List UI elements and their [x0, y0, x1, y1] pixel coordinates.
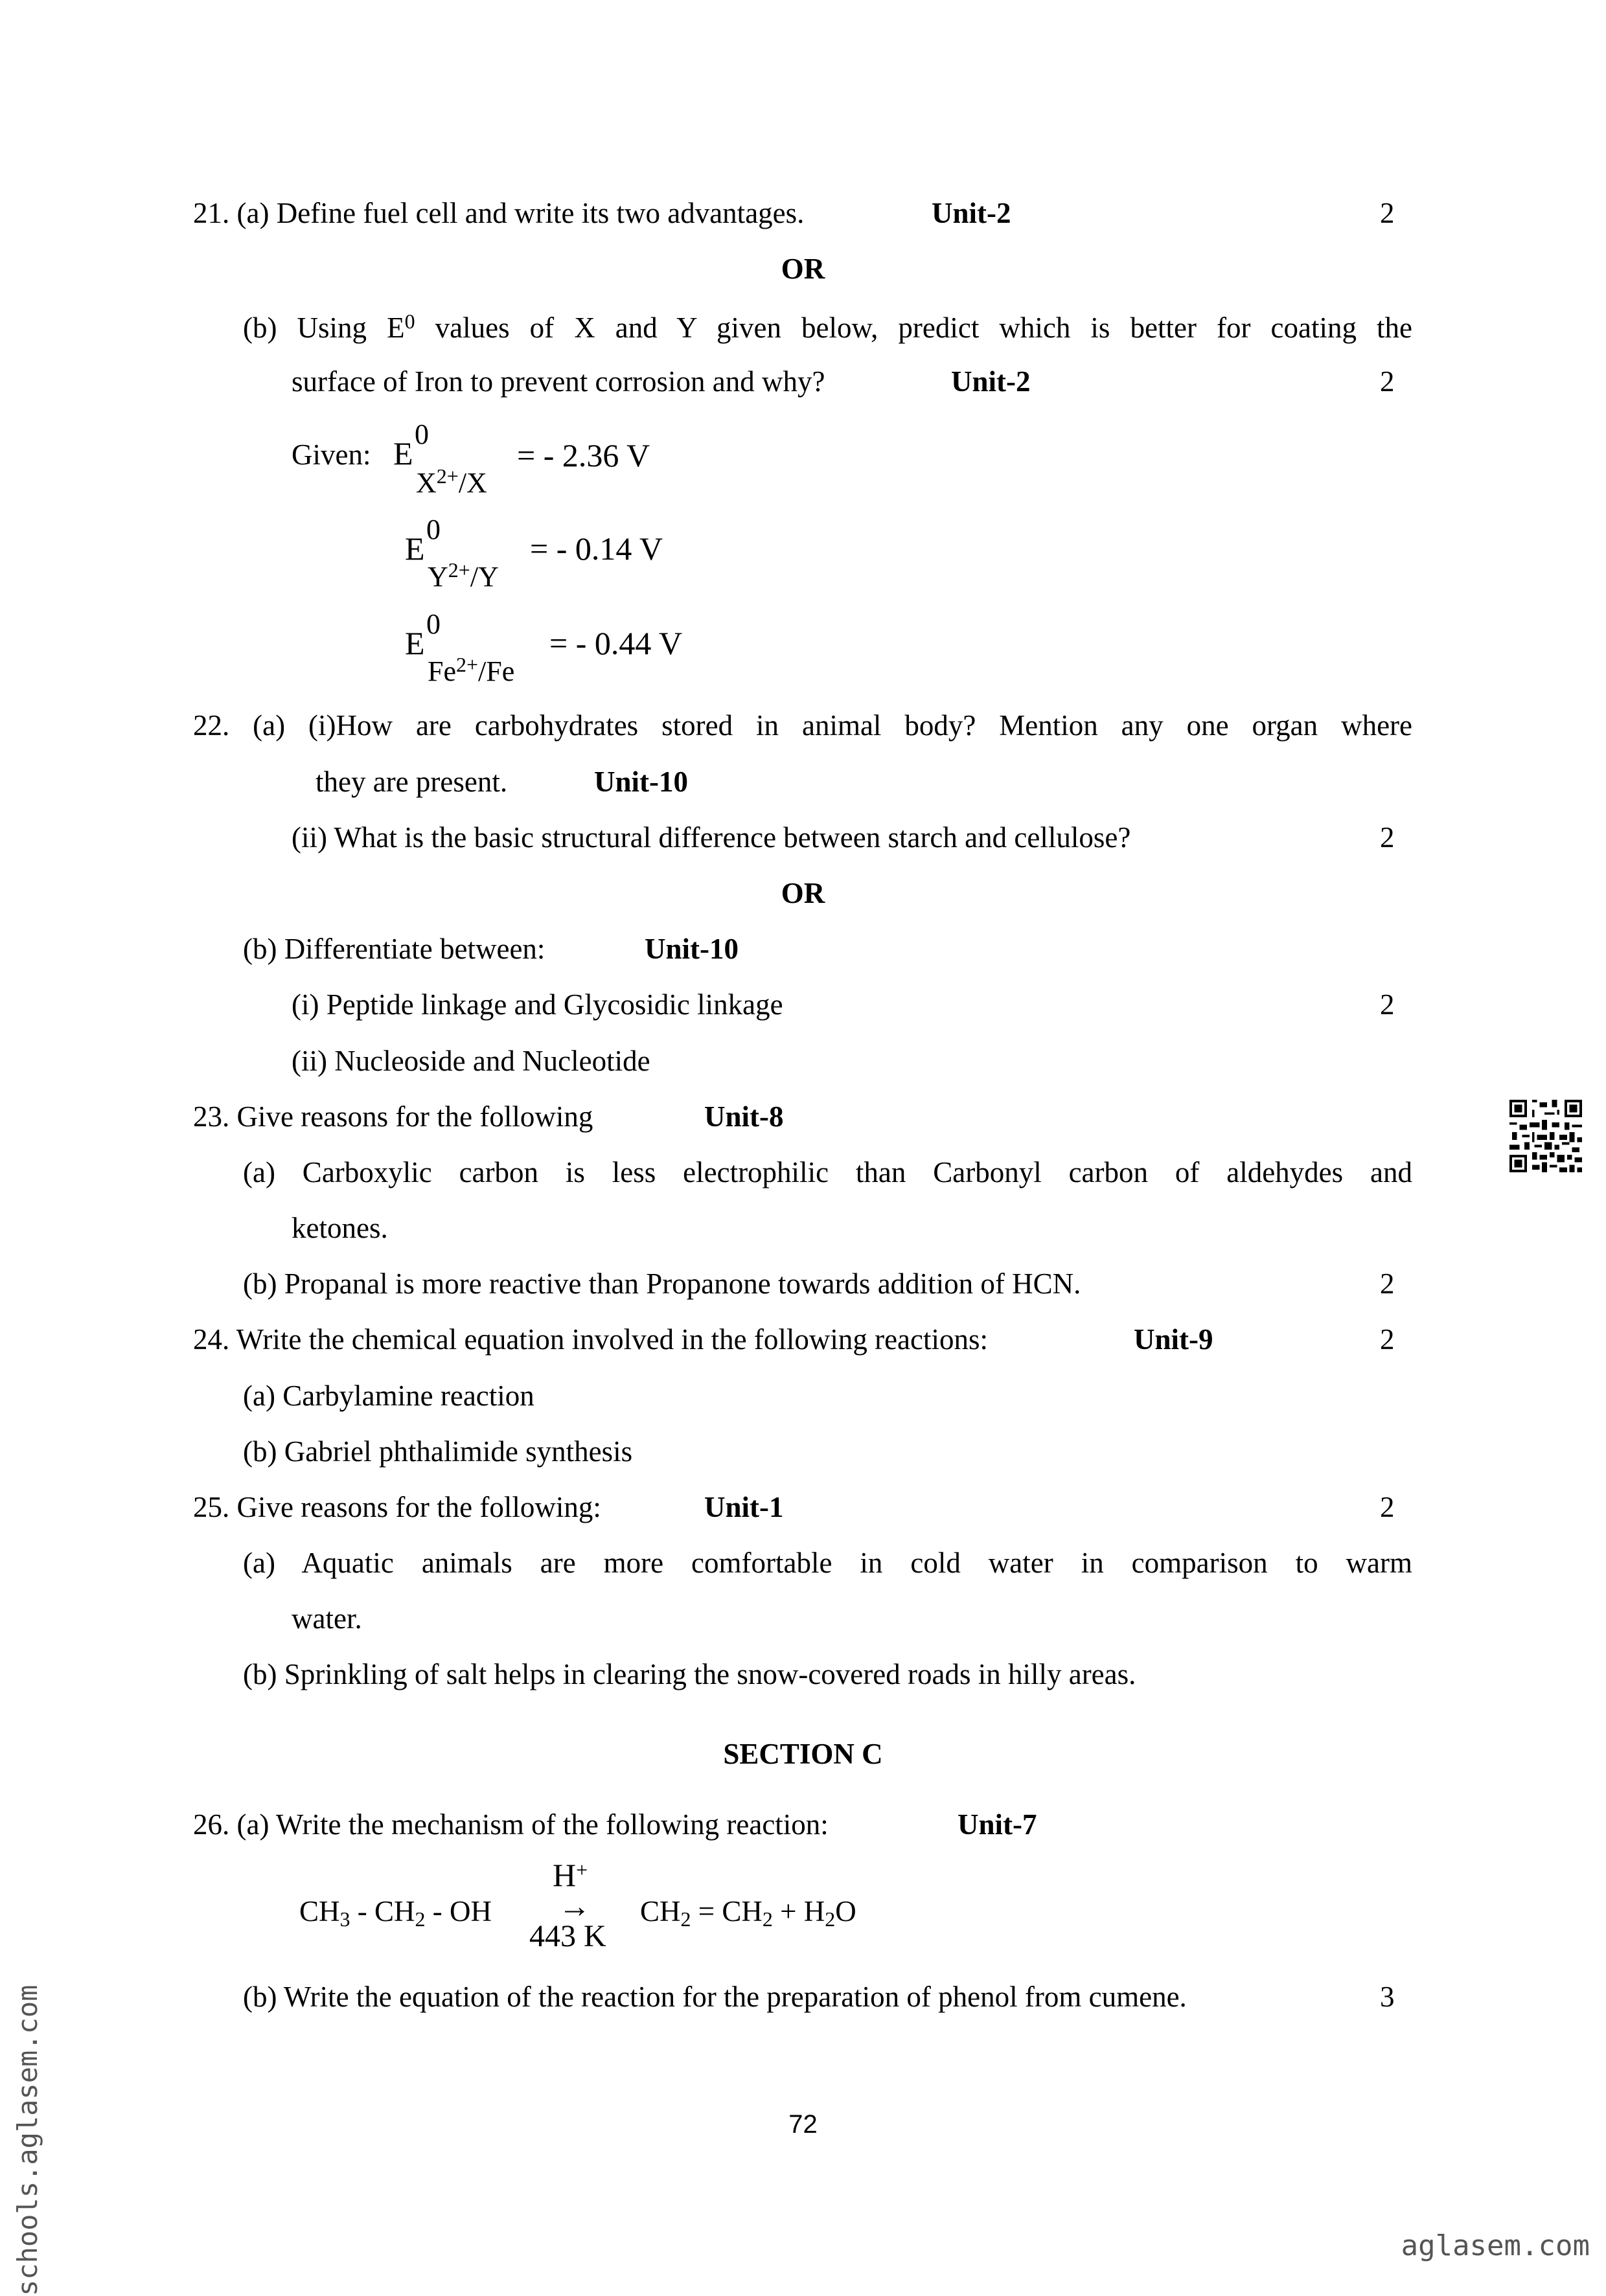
q25-b: (b) Sprinkling of salt helps in clearing the snow-covered roads in hilly areas. [243, 1658, 1136, 1690]
q23-stem: 23. Give reasons for the following [193, 1100, 593, 1133]
q22-a-ii: (ii) What is the basic structural difference between starch and cellulose? [292, 821, 1131, 854]
q21-or: OR [781, 253, 825, 285]
q22-a-unit: Unit-10 [594, 766, 688, 798]
q22-b-marks: 2 [1380, 988, 1395, 1021]
q21-b-line2: surface of Iron to prevent corrosion and why? [292, 365, 825, 398]
q25-unit: Unit-1 [704, 1491, 784, 1523]
q23-marks: 2 [1380, 1267, 1395, 1300]
q24-marks: 2 [1380, 1323, 1395, 1356]
q21-a-marks: 2 [1380, 197, 1395, 229]
q23-a-line1: (a) Carboxylic carbon is less electrophilic than Carbonyl carbon of aldehydes and [243, 1156, 1412, 1188]
q25-a-line2: water. [292, 1602, 362, 1635]
q21-a-unit: Unit-2 [932, 197, 1011, 229]
q24-stem: 24. Write the chemical equation involved in the following reactions: [193, 1323, 989, 1356]
q26-unit: Unit-7 [958, 1808, 1037, 1841]
q21-a-text: 21. (a) Define fuel cell and write its two advantages. [193, 197, 805, 229]
q22-a-marks: 2 [1380, 821, 1395, 854]
q23-b: (b) Propanal is more reactive than Propanone towards addition of HCN. [243, 1267, 1081, 1300]
catalyst-h-plus: H+ [553, 1857, 588, 1893]
q21-b-line1: (b) Using $E^0$ values of X and Y given below, predict which is better for coating the [243, 310, 1412, 344]
reaction-temperature: 443 K [529, 1919, 606, 1953]
q26-marks: 3 [1380, 1981, 1395, 2013]
q22-or: OR [781, 877, 825, 909]
q22-b-i: (i) Peptide linkage and Glycosidic linkage [292, 988, 783, 1021]
q23-a-line2: ketones. [292, 1212, 388, 1244]
page-number: 72 [788, 2110, 818, 2139]
q24-unit: Unit-9 [1134, 1323, 1213, 1356]
qr-code-icon [1509, 1100, 1582, 1172]
q22-b-text: (b) Differentiate between: [243, 933, 545, 965]
q25-a-line1: (a) Aquatic animals are more comfortable in cold water in comparison to warm [243, 1547, 1412, 1579]
reaction-arrow: → [558, 1888, 591, 1924]
q21-b-marks: 2 [1380, 365, 1395, 398]
q23-unit: Unit-8 [704, 1100, 784, 1133]
q22-a-line1: 22. (a) (i)How are carbohydrates stored in animal body? Mention any one organ where [193, 709, 1412, 742]
side-watermark: schools.aglasem.com [12, 1984, 43, 2296]
q22-a-line2: they are present. [315, 766, 508, 798]
q26-a-text: 26. (a) Write the mechanism of the following reaction: [193, 1808, 829, 1841]
q24-a: (a) Carbylamine reaction [243, 1380, 534, 1412]
q21-b-unit: Unit-2 [951, 365, 1031, 398]
q25-marks: 2 [1380, 1491, 1395, 1523]
q26-b-text: (b) Write the equation of the reaction for the preparation of phenol from cumene. [243, 1981, 1187, 2013]
q22-b-ii: (ii) Nucleoside and Nucleotide [292, 1045, 650, 1077]
reactant-ethanol: $CH_3 - CH_2$ - OH [299, 1895, 492, 1931]
q24-b: (b) Gabriel phthalimide synthesis [243, 1435, 633, 1468]
q25-stem: 25. Give reasons for the following: [193, 1491, 601, 1523]
given-label: Given: [292, 438, 371, 471]
products: $CH_2 = CH_2 + H_2O$ [640, 1895, 856, 1931]
q22-b-unit: Unit-10 [645, 933, 739, 965]
section-c-heading: SECTION C [723, 1738, 883, 1770]
footer-watermark: aglasem.com [1401, 2229, 1590, 2262]
